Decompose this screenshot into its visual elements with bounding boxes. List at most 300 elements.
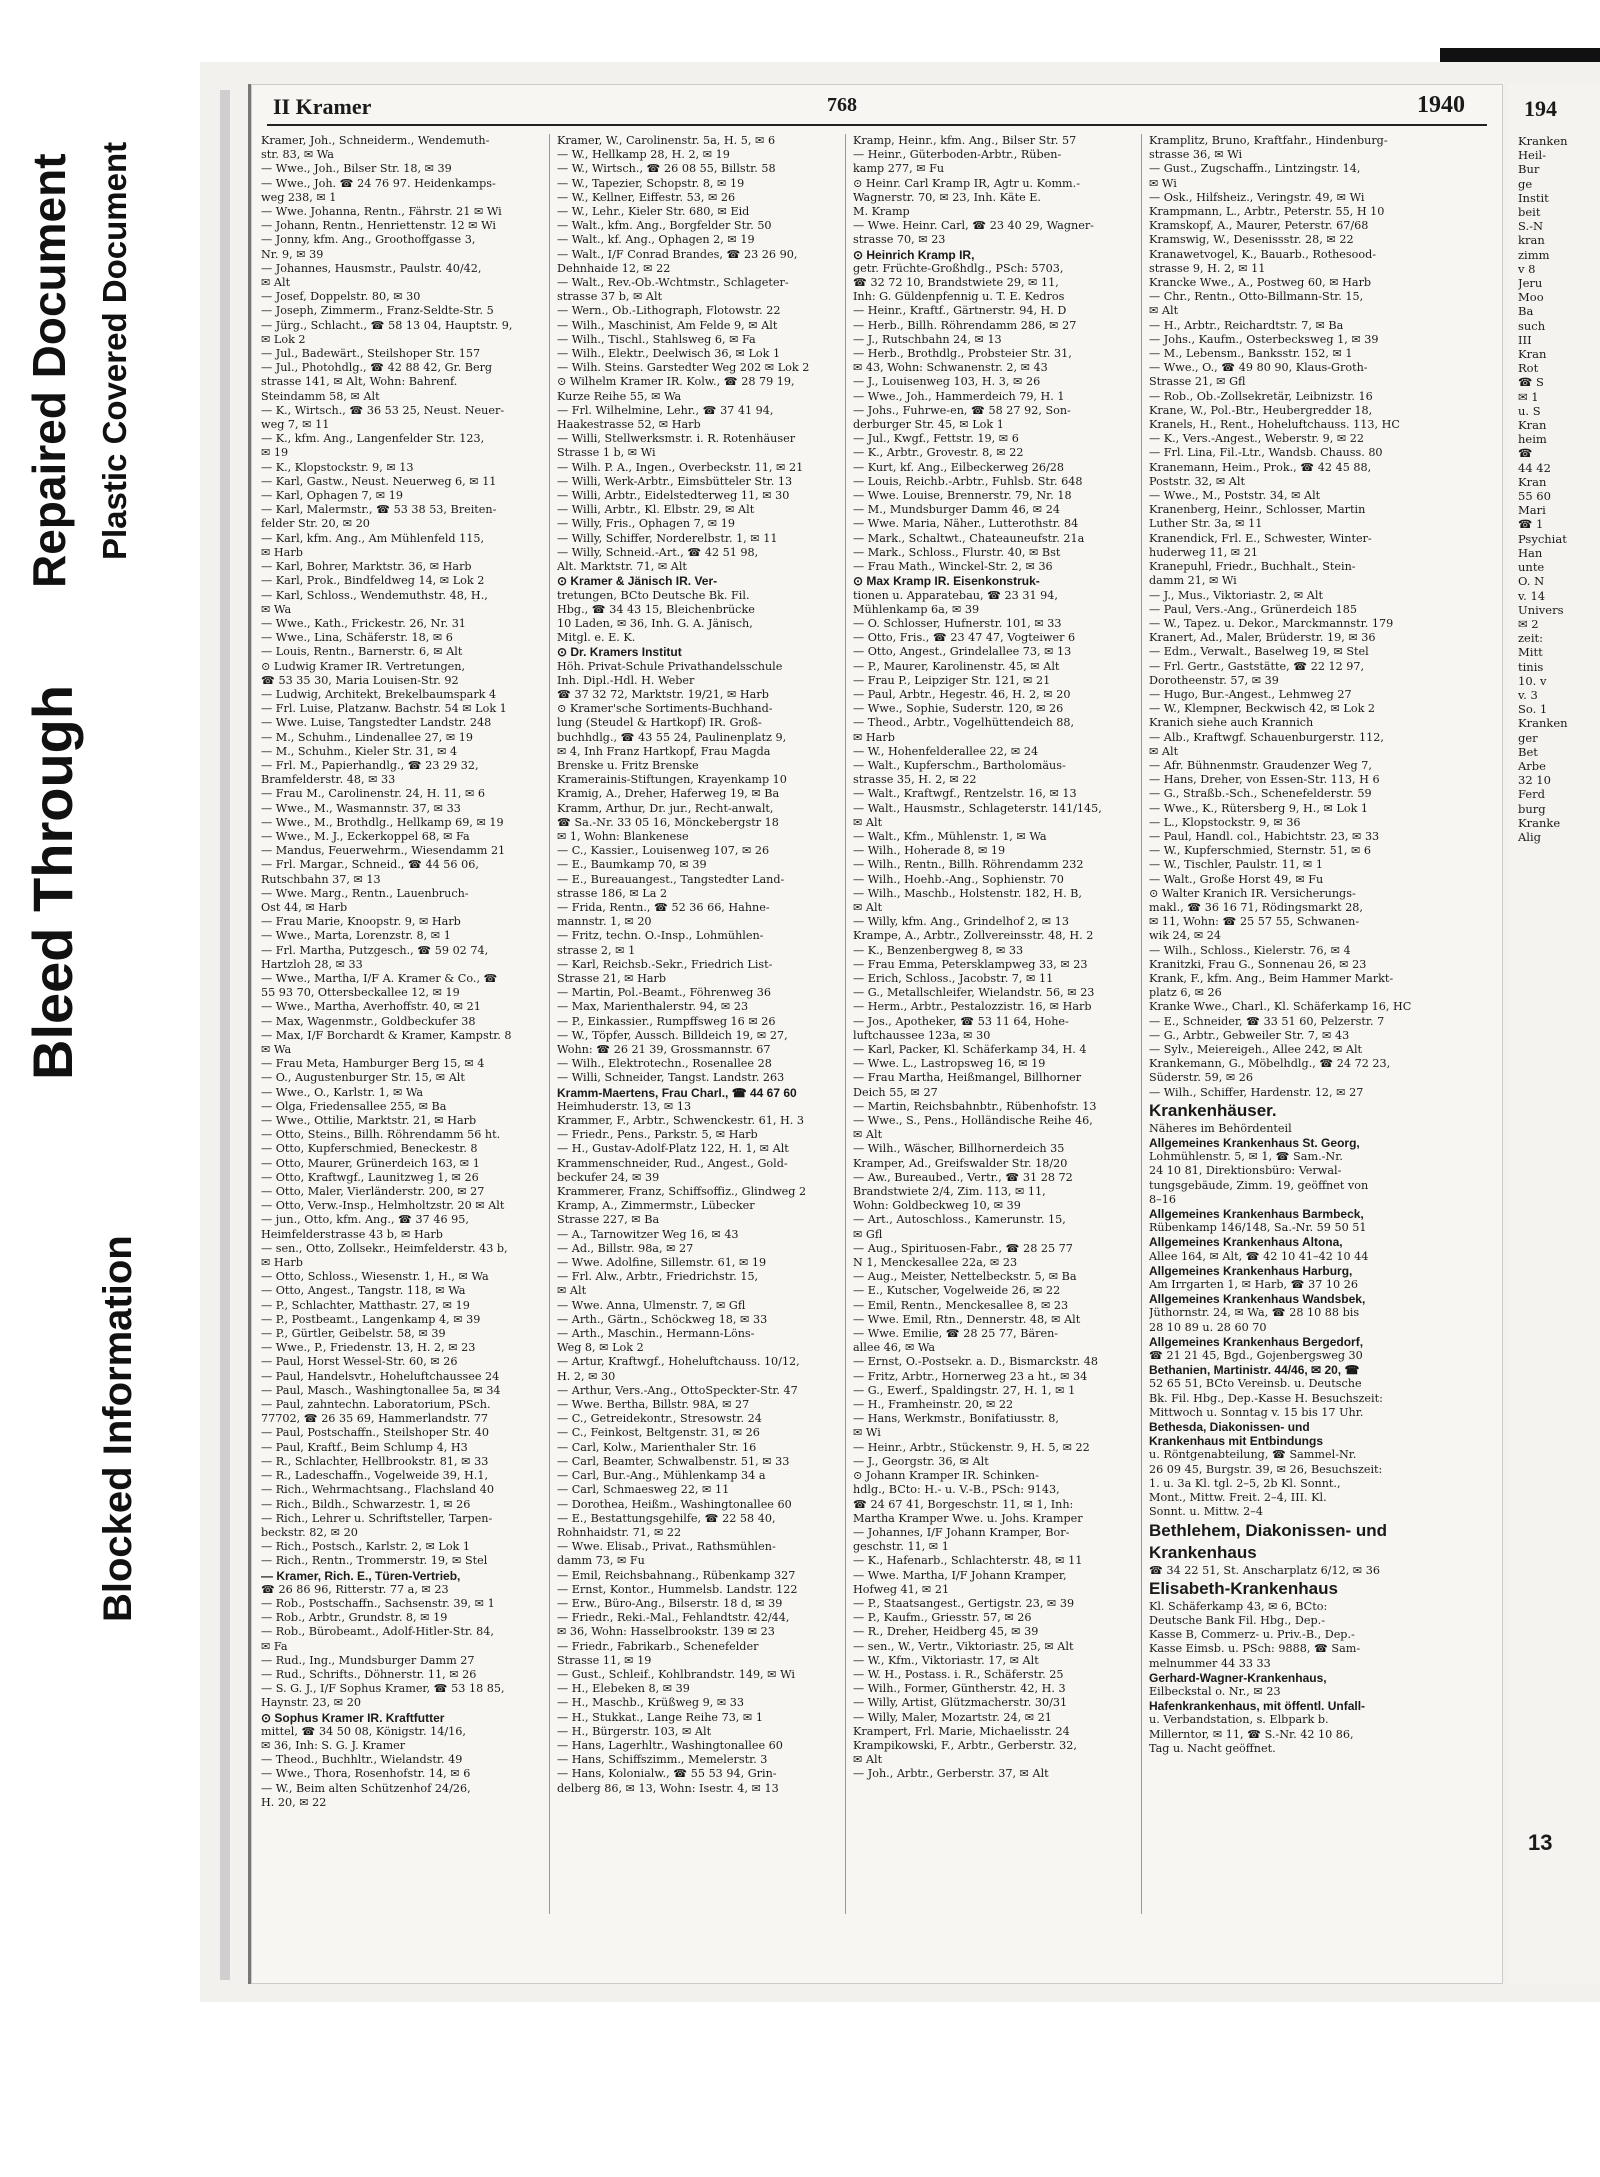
directory-entry: — Max, Marienthalerstr. 94, ✉ 23: [557, 1000, 749, 1014]
directory-entry: — M., Schuhm., Lindenallee 27, ✉ 19: [261, 730, 474, 744]
directory-entry: — Wwe., O., ☎ 49 80 90, Klaus-Groth-: [1149, 361, 1368, 375]
directory-entry: derburger Str. 45, ✉ Lok 1: [853, 418, 1004, 432]
directory-entry: Näheres im Behördenteil: [1149, 1121, 1292, 1135]
directory-entry: 28 10 89 u. 28 60 70: [1149, 1320, 1267, 1334]
directory-entry: — Louis, Rentn., Barnerstr. 6, ✉ Alt: [261, 645, 463, 659]
directory-entry: — Paul, Handelsvtr., Hoheluftchaussee 24: [261, 1369, 500, 1383]
directory-entry: buchhdlg., ☎ 43 55 24, Paulinenplatz 9,: [557, 730, 787, 744]
directory-entry: M. Kramp: [853, 205, 910, 219]
adjacent-page-line: heim: [1518, 432, 1547, 447]
directory-entry: — Wwe. Luise, Tangstedter Landstr. 248: [261, 716, 492, 730]
directory-entry: — Art., Autoschloss., Kamerunstr. 15,: [853, 1213, 1066, 1227]
directory-entry: Ost 44, ✉ Harb: [261, 900, 348, 914]
directory-entry: beckstr. 82, ✉ 20: [261, 1525, 358, 1539]
adjacent-page-line: u. S: [1518, 403, 1541, 418]
directory-entry: felder Str. 20, ✉ 20: [261, 517, 370, 531]
directory-entry: — S. G. J., I/F Sophus Kramer, ☎ 53 18 85,: [261, 1682, 505, 1696]
blocked-information-label: Blocked Information: [96, 1235, 140, 1622]
repaired-document-label: Repaired Document: [23, 153, 75, 588]
directory-entry: — H., Gustav-Adolf-Platz 122, H. 1, ✉ Alt: [557, 1142, 789, 1156]
directory-entry: Wohn: ☎ 26 21 39, Grossmannstr. 67: [557, 1043, 771, 1056]
directory-entry: ✉ 4, Inh Franz Hartkopf, Frau Magda: [557, 744, 771, 758]
adjacent-page-line: Kranken: [1518, 134, 1568, 148]
adjacent-page-line: kran: [1518, 233, 1545, 248]
directory-entry: Strasse 21, ✉ Harb: [557, 971, 667, 985]
directory-entry: — Ludwig, Architekt, Brekelbaumspark 4: [261, 687, 497, 701]
directory-entry: — Mark., Schaltwt., Chateauneufstr. 21a: [853, 531, 1085, 545]
directory-entry: Kasse B, Commerz- u. Priv.-B., Dep.-: [1149, 1628, 1355, 1642]
directory-entry: Strasse 1 b, ✉ Wi: [557, 446, 656, 460]
directory-entry: ✉ Lok 2: [261, 332, 306, 346]
directory-entry: — Walt., kf. Ang., Ophagen 2, ✉ 19: [557, 233, 755, 247]
page-header-left: II Kramer: [273, 94, 372, 119]
adjacent-page-line: Univers: [1518, 602, 1564, 617]
directory-entry: ✉ Harb: [261, 1256, 303, 1270]
directory-entry: — Walt., Kfm., Mühlenstr. 1, ✉ Wa: [853, 829, 1047, 843]
directory-entry: — L., Klopstockstr. 9, ✉ 36: [1149, 815, 1301, 829]
directory-entry: Poststr. 32, ✉ Alt: [1149, 474, 1245, 488]
directory-entry: — Otto, Fris., ☎ 23 47 47, Vogteiwer 6: [853, 631, 1076, 645]
directory-entry: Strasse 11, ✉ 19: [557, 1653, 652, 1667]
directory-entry: Krampe, A., Arbtr., Zollvereinsstr. 48, H. 2: [853, 929, 1094, 943]
directory-entry: ✉ 36, Wohn: Hasselbrookstr. 139 ✉ 23: [557, 1625, 775, 1639]
directory-entry: ✉ Alt: [1149, 304, 1179, 318]
directory-entry: weg 238, ✉ 1: [261, 190, 337, 204]
directory-entry: — Chr., Rentn., Otto-Billmann-Str. 15,: [1149, 290, 1364, 304]
directory-entry: ✉ 11, Wohn: ☎ 25 57 55, Schwanen-: [1149, 915, 1360, 929]
directory-entry: ☎ 26 86 96, Ritterstr. 77 a, ✉ 23: [261, 1582, 449, 1596]
directory-entry: wik 24, ✉ 24: [1149, 929, 1222, 943]
directory-entry: — Heinr., Kraftf., Gärtnerstr. 94, H. D: [853, 304, 1067, 318]
directory-entry: — Paul, Handl. col., Habichtstr. 23, ✉ 33: [1149, 829, 1380, 843]
adjacent-page-line: Ba: [1518, 304, 1534, 319]
directory-entry: — Hans, Lagerhltr., Washingtonallee 60: [557, 1738, 783, 1752]
directory-entry: Kramp, A., Zimmermstr., Lübecker: [557, 1199, 755, 1213]
directory-entry: — E., Kutscher, Vogelweide 26, ✉ 22: [853, 1284, 1061, 1298]
directory-entry: — Wwe. Bertha, Billstr. 98A, ✉ 27: [557, 1398, 750, 1412]
directory-entry: — Wwe., Joh., Hammerdeich 79, H. 1: [853, 389, 1065, 403]
directory-entry: — Walt., kfm. Ang., Borgfelder Str. 50: [557, 219, 772, 233]
directory-entry: — Rich., Bildh., Schwarzestr. 1, ✉ 26: [261, 1497, 471, 1511]
directory-entry: — Frau Math., Winckel-Str. 2, ✉ 36: [853, 560, 1053, 574]
adjacent-page-line: Bur: [1518, 162, 1540, 177]
directory-entry: ✉ Harb: [853, 730, 895, 744]
directory-entry: — E., Bestattungsgehilfe, ☎ 22 58 40,: [557, 1511, 776, 1525]
directory-entry: — C., Kassier., Louisenweg 107, ✉ 26: [557, 844, 770, 858]
directory-entry: — Paul, Vers.-Ang., Grünerdeich 185: [1149, 602, 1357, 616]
directory-entry: Inh. Dipl.-Hdl. H. Weber: [557, 673, 695, 687]
directory-entry: Allgemeines Krankenhaus Wandsbek,: [1149, 1292, 1366, 1307]
column-divider: [1141, 134, 1142, 1914]
directory-entry: — R., Schlachter, Hellbrookstr. 81, ✉ 33: [261, 1454, 489, 1468]
directory-entry: Krammenschneider, Rud., Angest., Gold-: [557, 1156, 788, 1170]
directory-entry: — Wwe., Ottilie, Marktstr. 21, ✉ Harb: [261, 1114, 477, 1128]
directory-entry: Allgemeines Krankenhaus St. Georg,: [1149, 1136, 1360, 1151]
directory-entry: — Wwe. Adolfine, Sillemstr. 61, ✉ 19: [557, 1256, 767, 1270]
adjacent-page-line: 55 60: [1518, 489, 1551, 504]
directory-entry: — Wwe., Thora, Rosenhofstr. 14, ✉ 6: [261, 1767, 471, 1781]
directory-entry: — Wwe. Heinr. Carl, ☎ 23 40 29, Wagner-: [853, 219, 1094, 233]
directory-entry: — E., Bureauangest., Tangstedter Land-: [557, 872, 785, 886]
directory-entry: — Hans, Schiffszimm., Memelerstr. 3: [557, 1753, 768, 1767]
directory-entry: — Hugo, Bur.-Angest., Lehmweg 27: [1149, 687, 1352, 701]
directory-entry: ⊙ Kramer & Jänisch IR. Ver-: [557, 574, 718, 589]
directory-entry: — G., Metallschleifer, Wielandstr. 56, ✉ 23: [853, 986, 1095, 1000]
plastic-covered-label: Plastic Covered Document: [96, 141, 133, 560]
adjacent-page-line: ger: [1518, 730, 1538, 745]
directory-entry: ✉ 43, Wohn: Schwanenstr. 2, ✉ 43: [853, 361, 1048, 375]
directory-entry: — Jos., Apotheker, ☎ 53 11 64, Hohe-: [853, 1014, 1069, 1028]
directory-entry: — Friedr., Pens., Parkstr. 5, ✉ Harb: [557, 1128, 758, 1142]
adjacent-page-line: zimm: [1518, 247, 1550, 262]
directory-entry: — Willi, Schneider, Tangst. Landstr. 263: [557, 1071, 785, 1085]
directory-entry: Hbg., ☎ 34 43 15, Bleichenbrücke: [557, 602, 755, 616]
directory-entry: Sonnt. u. Mittw. 2–4: [1149, 1505, 1263, 1519]
directory-entry: — Jonny, kfm. Ang., Groothoffgasse 3,: [261, 233, 476, 247]
directory-entry: — sen., W., Vertr., Viktoriastr. 25, ✉ Alt: [853, 1639, 1074, 1653]
directory-entry: — P., Postbeamt., Langenkamp 4, ✉ 39: [261, 1312, 481, 1326]
directory-entry: — Rich., Lehrer u. Schriftsteller, Tarpen-: [261, 1511, 493, 1525]
adjacent-page-line: Jeru: [1518, 276, 1543, 291]
directory-entry: — Wwe., Sophie, Suderstr. 120, ✉ 26: [853, 702, 1064, 716]
directory-entry: strasse 9, H. 2, ✉ 11: [1149, 261, 1266, 275]
directory-entry: — Ernst, O.-Postsekr. a. D., Bismarckstr. 48: [853, 1355, 1099, 1369]
directory-entry: Rutschbahn 37, ✉ 13: [261, 872, 381, 886]
directory-entry: ✉ Wi: [1149, 176, 1177, 190]
directory-entry: — Otto, Maler, Vierländerstr. 200, ✉ 27: [261, 1185, 485, 1199]
directory-entry: Kramper, Ad., Greifswalder Str. 18/20: [853, 1156, 1068, 1170]
directory-entry: ⊙ Kramer'sche Sortiments-Buchhand-: [557, 702, 773, 716]
directory-entry: — C., Getreidekontr., Stresowstr. 24: [557, 1412, 762, 1426]
directory-entry: — Otto, Schloss., Wiesenstr. 1, H., ✉ Wa: [261, 1270, 489, 1284]
directory-entry: — Theod., Arbtr., Vogelhüttendeich 88,: [853, 716, 1075, 730]
directory-entry: — Wwe., O., Karlstr. 1, ✉ Wa: [261, 1085, 424, 1099]
column-divider: [845, 134, 846, 1914]
directory-entry: — sen., Otto, Zollsekr., Heimfelderstr. 43 b,: [261, 1241, 508, 1255]
directory-entry: Krammer, F., Arbtr., Schwenckestr. 61, H. 3: [557, 1114, 805, 1128]
directory-entry: Allgemeines Krankenhaus Bergedorf,: [1149, 1334, 1364, 1349]
directory-entry: — Johs., Fuhrwe-en, ☎ 58 27 92, Son-: [853, 403, 1071, 417]
directory-entry: — Willy, Schiffer, Norderelbstr. 1, ✉ 11: [557, 531, 778, 545]
directory-entry: — Frau Meta, Hamburger Berg 15, ✉ 4: [261, 1057, 485, 1071]
directory-entry: Wagnerstr. 70, ✉ 23, Inh. Käte E.: [853, 190, 1041, 204]
directory-entry: — Mark., Schloss., Flurstr. 40, ✉ Bst: [853, 545, 1061, 559]
directory-entry: — Walt., Große Horst 49, ✉ Fu: [1149, 872, 1324, 886]
directory-entry: Steindamm 58, ✉ Alt: [261, 389, 380, 403]
directory-entry: — Wilh., Schiffer, Hardenstr. 12, ✉ 27: [1149, 1085, 1364, 1099]
directory-entry: — Frl. Alw., Arbtr., Friedrichstr. 15,: [557, 1270, 759, 1284]
directory-entry: 8–16: [1149, 1192, 1176, 1206]
directory-entry: — Heinr., Güterboden-Arbtr., Rüben-: [853, 148, 1062, 162]
bleed-through-label: Bleed Through: [21, 684, 84, 1080]
directory-entry: — Otto, Maurer, Grünerdeich 163, ✉ 1: [261, 1156, 480, 1170]
directory-entry: — Gust., Zugschaffn., Lintzingstr. 14,: [1149, 162, 1361, 176]
directory-entry: — W., Kellner, Eiffestr. 53, ✉ 26: [557, 190, 736, 204]
directory-entry: ⊙ Heinrich Kramp IR,: [853, 247, 975, 262]
adjacent-page-line: Han: [1518, 545, 1543, 560]
directory-entry: ⊙ Wilhelm Kramer IR. Kolw., ☎ 28 79 19,: [557, 375, 795, 389]
directory-entry: — Herm., Arbtr., Pestalozzistr. 16, ✉ Harb: [853, 1000, 1092, 1014]
directory-entry: — W., Tapez. u. Dekor., Marckmannstr. 179: [1149, 616, 1394, 630]
directory-entry: — Josef, Doppelstr. 80, ✉ 30: [261, 290, 421, 304]
directory-entry: ⊙ Dr. Kramers Institut: [557, 645, 682, 660]
adjacent-page-line: So. 1: [1518, 702, 1548, 717]
directory-entry: Haynstr. 23, ✉ 20: [261, 1696, 361, 1710]
directory-entry: Lohmühlenstr. 5, ✉ 1, ☎ Sam.-Nr.: [1149, 1150, 1343, 1164]
directory-entry: — Johannes, I/F Johann Kramper, Bor-: [853, 1525, 1070, 1539]
directory-entry: — Wilh., Hoehb.-Ang., Sophienstr. 70: [853, 872, 1064, 886]
directory-entry: Dehnhaide 12, ✉ 22: [557, 261, 671, 275]
directory-entry: delberg 86, ✉ 13, Wohn: Isestr. 4, ✉ 13: [557, 1781, 779, 1795]
adjacent-page-line: III: [1518, 332, 1532, 347]
directory-entry: strasse 36, ✉ Wi: [1149, 148, 1243, 162]
directory-entry: Luther Str. 3a, ✉ 11: [1149, 517, 1263, 531]
directory-entry: — Walt., I/F Conrad Brandes, ☎ 23 26 90,: [557, 247, 798, 261]
directory-entry: — Karl, Gastw., Neust. Neuerweg 6, ✉ 11: [261, 474, 497, 488]
adjacent-page-line: O. N: [1518, 574, 1545, 589]
directory-entry: — Willy, Maler, Mozartstr. 24, ✉ 21: [853, 1710, 1052, 1724]
directory-entry: — K., kfm. Ang., Langenfelder Str. 123,: [261, 432, 485, 446]
directory-entry: Elisabeth-Krankenhaus: [1149, 1578, 1338, 1598]
directory-entry: — Karl, Prok., Bindfeldweg 14, ✉ Lok 2: [261, 574, 485, 588]
directory-entry: — Wwe. Marg., Rentn., Lauenbruch-: [261, 886, 469, 900]
directory-entry: — K., Wirtsch., ☎ 36 53 25, Neust. Neuer-: [261, 403, 505, 417]
directory-entry: — C., Feinkost, Beltgenstr. 31, ✉ 26: [557, 1426, 760, 1440]
directory-entry: mittel, ☎ 34 50 08, Königstr. 14/16,: [261, 1724, 466, 1738]
directory-entry: ☎ 32 72 10, Brandstwiete 29, ✉ 11,: [853, 276, 1059, 290]
directory-entry: — W., Lehr., Kieler Str. 680, ✉ Eid: [557, 205, 750, 219]
directory-entry: — Wilh., Elektrotechn., Rosenallee 28: [557, 1057, 772, 1071]
header-rule: [267, 124, 1487, 126]
directory-entry: ✉ 19: [261, 446, 289, 460]
directory-entry: — Emil, Rentn., Menckesallee 8, ✉ 23: [853, 1298, 1069, 1312]
directory-entry: Kl. Schäferkamp 43, ✉ 6, BCto:: [1149, 1599, 1328, 1613]
directory-entry: — Otto, Angest., Tangstr. 118, ✉ Wa: [261, 1284, 466, 1298]
directory-entry: hdlg., BCto: H.- u. V.-B., PSch: 9143,: [853, 1483, 1060, 1497]
directory-entry: — Wwe., P., Friedenstr. 13, H. 2, ✉ 23: [261, 1341, 476, 1355]
directory-entry: Deutsche Bank Fil. Hbg., Dep.-: [1149, 1613, 1325, 1627]
directory-entry: 24 10 81, Direktionsbüro: Verwal-: [1149, 1164, 1342, 1178]
directory-entry: u. Verbandstation, s. Elbpark b.: [1149, 1713, 1329, 1727]
directory-entry: Kurze Reihe 55, ✉ Wa: [557, 389, 682, 403]
directory-entry: — Paul, Kraftf., Beim Schlump 4, H3: [261, 1440, 468, 1454]
directory-entry: — H., Arbtr., Reichardtstr. 7, ✉ Ba: [1149, 318, 1344, 332]
directory-entry: Wohn: Goldbeckweg 10, ✉ 39: [853, 1199, 1021, 1213]
directory-entry: Kranitzki, Frau G., Sonnenau 26, ✉ 23: [1149, 957, 1367, 971]
directory-entry: — Rob., Postschaffn., Sachsenstr. 39, ✉ 1: [261, 1596, 495, 1610]
directory-entry: Allgemeines Krankenhaus Altona,: [1149, 1235, 1343, 1250]
directory-entry: — Willi, Arbtr., Kl. Elbstr. 29, ✉ Alt: [557, 503, 755, 517]
directory-entry: — Ernst, Kontor., Hummelsb. Landstr. 122: [557, 1582, 798, 1596]
directory-entry: Krankenhaus mit Entbindungs: [1149, 1434, 1324, 1449]
directory-entry: Mühlenkamp 6a, ✉ 39: [853, 602, 980, 616]
directory-entry: — Martin, Reichsbahnbtr., Rübenhofstr. 13: [853, 1099, 1097, 1113]
directory-entry: Kramm-Maertens, Frau Charl., ☎ 44 67 60: [557, 1085, 797, 1100]
directory-entry: — Wwe., Joh. ☎ 24 76 97. Heidenkamps-: [261, 176, 496, 190]
adjacent-page-line: ge: [1518, 176, 1533, 191]
directory-entry: Mont., Mittw. Freit. 2–4, III. Kl.: [1149, 1491, 1327, 1505]
directory-entry: — Willi, Stellwerksmstr. i. R. Rotenhäuser: [557, 432, 796, 446]
directory-entry: — Artur, Kraftwgf., Hoheluftchauss. 10/12,: [557, 1355, 800, 1369]
directory-entry: — W., Hohenfelderallee 22, ✉ 24: [853, 744, 1039, 758]
directory-entry: — K., Hafenarb., Schlachterstr. 48, ✉ 11: [853, 1554, 1083, 1568]
directory-entry: — Wwe. Emilie, ☎ 28 25 77, Bären-: [853, 1327, 1059, 1341]
directory-entry: — Alb., Kraftwgf. Schauenburgerstr. 112,: [1149, 730, 1384, 744]
directory-entry: — Friedr., Fabrikarb., Schenefelder: [557, 1639, 759, 1653]
directory-entry: — Wwe. Martha, I/F Johann Kramper,: [853, 1568, 1067, 1582]
directory-entry: — Joh., Arbtr., Gerberstr. 37, ✉ Alt: [853, 1767, 1049, 1781]
directory-entry: Strasse 21, ✉ Gfl: [1149, 375, 1246, 389]
directory-entry: Kasse Eimsb. u. PSch: 9888, ☎ Sam-: [1149, 1642, 1361, 1656]
directory-entry: str. 83, ✉ Wa: [261, 148, 334, 162]
page-number: 768: [827, 94, 857, 116]
directory-entry: — Walt., Hausmstr., Schlageterstr. 141/145,: [853, 801, 1102, 815]
directory-entry: — Gust., Schleif., Kohlbrandstr. 149, ✉ Wi: [557, 1667, 795, 1681]
directory-entry: strasse 35, H. 2, ✉ 22: [853, 773, 977, 787]
directory-entry: Kranepuhl, Friedr., Buchhalt., Stein-: [1149, 560, 1356, 574]
directory-entry: — Wilh., Wäscher, Billhornerdeich 35: [853, 1142, 1065, 1156]
directory-entry: — Wwe. Anna, Ulmenstr. 7, ✉ Gfl: [557, 1298, 746, 1312]
adjacent-page-line: Kranken: [1518, 716, 1568, 731]
directory-entry: — Louis, Reichb.-Arbtr., Fuhlsb. Str. 648: [853, 474, 1083, 488]
directory-entry: — Willy, Fris., Ophagen 7, ✉ 19: [557, 517, 735, 531]
directory-entry: Heimhuderstr. 13, ✉ 13: [557, 1099, 692, 1113]
directory-entry: Tag u. Nacht geöffnet.: [1149, 1741, 1276, 1755]
directory-entry: — K., Benzenbergweg 8, ✉ 33: [853, 943, 1024, 957]
adjacent-page-line: ☎ 1: [1518, 517, 1544, 532]
adjacent-page-line: v. 14: [1518, 588, 1546, 603]
directory-entry: — Paul, Arbtr., Hegestr. 46, H. 2, ✉ 20: [853, 687, 1071, 701]
directory-entry: — Olga, Friedensallee 255, ✉ Ba: [261, 1099, 447, 1113]
directory-entry: — Wilh., Former, Güntherstr. 42, H. 3: [853, 1682, 1066, 1696]
directory-entry: — Wwe., M. J., Eckerkoppel 68, ✉ Fa: [261, 829, 470, 843]
directory-entry: Kranich siehe auch Krannich: [1149, 716, 1314, 730]
directory-entry: — Paul, Masch., Washingtonallee 5a, ✉ 34: [261, 1383, 501, 1397]
directory-entry: luftchaussee 123a, ✉ 30: [853, 1028, 991, 1042]
directory-entry: Hafenkrankenhaus, mit öffentl. Unfall-: [1149, 1699, 1366, 1714]
directory-entry: melnummer 44 33 33: [1149, 1656, 1271, 1670]
directory-entry: Rohnhaidstr. 71, ✉ 22: [557, 1525, 682, 1539]
directory-entry: — Aw., Bureaubed., Vertr., ☎ 31 28 72: [853, 1170, 1073, 1184]
directory-entry: — Johannes, Hausmstr., Paulstr. 40/42,: [261, 261, 482, 275]
directory-entry: — Wilh., Maschinist, Am Felde 9, ✉ Alt: [557, 318, 778, 332]
directory-entry: — Aug., Spirituosen-Fabr., ☎ 28 25 77: [853, 1241, 1073, 1255]
directory-entry: — Dorothea, Heißm., Washingtonallee 60: [557, 1497, 792, 1511]
directory-entry: Kramswig, W., Desenissstr. 28, ✉ 22: [1149, 233, 1354, 247]
directory-entry: — Wwe., M., Brothdlg., Hellkamp 69, ✉ 19: [261, 815, 504, 829]
directory-entry: Krampmann, L., Arbtr., Peterstr. 55, H 10: [1149, 205, 1385, 219]
directory-entry: Haakestrasse 52, ✉ Harb: [557, 418, 701, 432]
directory-entry: — Herb., Brothdlg., Probsteier Str. 31,: [853, 347, 1072, 361]
directory-entry: Brandstwiete 2/4, Zim. 113, ✉ 11,: [853, 1185, 1046, 1199]
directory-entry: — Wilh., Maschb., Holstenstr. 182, H. B,: [853, 886, 1082, 900]
directory-entry: Bethesda, Diakonissen- und: [1149, 1420, 1310, 1435]
directory-entry: Alt. Marktstr. 71, ✉ Alt: [557, 560, 687, 574]
directory-entry: damm 21, ✉ Wi: [1149, 574, 1237, 588]
directory-entry: — Karl, Malermstr., ☎ 53 38 53, Breiten-: [261, 503, 497, 517]
directory-entry: — Rob., Bürobeamt., Adolf-Hitler-Str. 84,: [261, 1625, 494, 1639]
directory-entry: — Kurt, kf. Ang., Eilbeckerweg 26/28: [853, 460, 1065, 474]
directory-entry: — H., Framheinstr. 20, ✉ 22: [853, 1398, 1014, 1412]
directory-entry: Heimfelderstrasse 43 b, ✉ Harb: [261, 1227, 443, 1241]
directory-entry: — W., Tapezier, Schopstr. 8, ✉ 19: [557, 176, 745, 190]
directory-entry: — Frl. Gertr., Gaststätte, ☎ 22 12 97,: [1149, 659, 1365, 673]
directory-entry: 77702, ☎ 26 35 69, Hammerlandstr. 77: [261, 1412, 489, 1426]
directory-entry: — Frl. M., Papierhandlg., ☎ 23 29 32,: [261, 758, 479, 772]
directory-entry: Allgemeines Krankenhaus Harburg,: [1149, 1263, 1353, 1278]
directory-entry: — Kramer, Rich. E., Türen-Vertrieb,: [261, 1568, 461, 1583]
directory-entry: Bk. Fil. Hbg., Dep.-Kasse H. Besuchszeit:: [1149, 1391, 1383, 1405]
directory-entry: — J., Rutschbahn 24, ✉ 13: [853, 332, 1002, 346]
directory-entry: ⊙ Sophus Kramer IR. Kraftfutter: [261, 1710, 445, 1725]
adjacent-page-line: S.-N: [1518, 219, 1544, 234]
directory-entry: Brenske u. Fritz Brenske: [557, 758, 699, 772]
directory-entry: — W., Kupferschmied, Sternstr. 51, ✉ 6: [1149, 844, 1372, 858]
directory-entry: H. 20, ✉ 22: [261, 1795, 327, 1809]
directory-entry: — Herb., Billh. Röhrendamm 286, ✉ 27: [853, 318, 1077, 332]
adjacent-page-line: Kran: [1518, 347, 1547, 362]
directory-entry: — J., Georgstr. 36, ✉ Alt: [853, 1454, 989, 1468]
directory-entry: — Frau Marie, Knoopstr. 9, ✉ Harb: [261, 915, 461, 929]
directory-entry: — Wern., Ob.-Lithograph, Flotowstr. 22: [557, 304, 781, 318]
directory-entry: Kramm, Arthur, Dr. jur., Recht-anwalt,: [557, 801, 774, 815]
directory-entry: — R., Dreher, Heidberg 45, ✉ 39: [853, 1625, 1039, 1639]
directory-entry: — Fritz, Arbtr., Hornerweg 23 a ht., ✉ 34: [853, 1369, 1088, 1383]
adjacent-page-line: ✉ 2: [1518, 616, 1539, 631]
directory-entry: — P., Kaufm., Griesstr. 57, ✉ 26: [853, 1611, 1032, 1625]
directory-entry: — Karl, Reichsb.-Sekr., Friedrich List-: [557, 957, 773, 971]
directory-entry: ☎ 37 32 72, Marktstr. 19/21, ✉ Harb: [557, 687, 769, 701]
directory-entry: — Carl, Schmaesweg 22, ✉ 11: [557, 1483, 730, 1497]
directory-entry: — Wwe. Louise, Brennerstr. 79, Nr. 18: [853, 489, 1072, 503]
adjacent-page-line: burg: [1518, 801, 1546, 816]
adjacent-page-line: Rot: [1518, 361, 1539, 376]
directory-entry: Kramskopf, A., Maurer, Peterstr. 67/68: [1149, 219, 1369, 233]
directory-entry: Kranert, Ad., Maler, Brüderstr. 19, ✉ 36: [1149, 631, 1376, 645]
adjacent-page-line: Mitt: [1518, 645, 1543, 660]
directory-entry: — P., Schlachter, Matthastr. 27, ✉ 19: [261, 1298, 470, 1312]
directory-entry: Kramp, Heinr., kfm. Ang., Bilser Str. 57: [853, 134, 1077, 147]
directory-entry: — M., Schuhm., Kieler Str. 31, ✉ 4: [261, 744, 458, 758]
directory-entry: ✉ Alt: [853, 815, 883, 829]
directory-entry: — Wwe., Lina, Schäferstr. 18, ✉ 6: [261, 631, 453, 645]
directory-entry: 1. u. 3a Kl. tgl. 2–5, 2b Kl. Sonnt.,: [1149, 1476, 1341, 1490]
directory-entry: — P., Einkassier., Rumpffsweg 16 ✉ 26: [557, 1014, 776, 1028]
directory-entry: Am Irrgarten 1, ✉ Harb, ☎ 37 10 26: [1149, 1278, 1358, 1292]
adjacent-page-line: tinis: [1518, 659, 1544, 674]
directory-entry: Allee 164, ✉ Alt, ☎ 42 10 41–42 10 44: [1149, 1249, 1369, 1263]
directory-entry: ✉ 36, Inh: S. G. J. Kramer: [261, 1738, 406, 1752]
directory-entry: — W., Kfm., Viktoriastr. 17, ✉ Alt: [853, 1653, 1039, 1667]
directory-entry: Kranemann, Heim., Prok., ☎ 42 45 88,: [1149, 460, 1372, 474]
adjacent-page-line: ☎ S: [1518, 375, 1544, 390]
adjacent-page: [1508, 84, 1600, 1984]
directory-entry: huderweg 11, ✉ 21: [1149, 545, 1258, 559]
adjacent-page-year: 194: [1524, 96, 1557, 121]
directory-entry: — Frl. Luise, Platzanw. Bachstr. 54 ✉ Lok 1: [261, 702, 507, 716]
directory-entry: — O. Schlosser, Hufnerstr. 101, ✉ 33: [853, 616, 1062, 630]
directory-entry: — Willy, Artist, Glützmacherstr. 30/31: [853, 1696, 1068, 1710]
directory-entry: ✉ Alt: [853, 900, 883, 914]
directory-entry: strasse 70, ✉ 23: [853, 233, 946, 247]
directory-entry: — Wwe., Martha, I/F A. Kramer & Co., ☎: [261, 971, 498, 985]
directory-entry: — E., Schneider, ☎ 33 51 60, Pelzerstr. 7: [1149, 1014, 1385, 1028]
directory-entry: — W. H., Postass. i. R., Schäferstr. 25: [853, 1667, 1064, 1681]
directory-entry: — Wilh., Hoherade 8, ✉ 19: [853, 844, 1006, 858]
directory-entry: — Max, I/F Borchardt & Kramer, Kampstr. 8: [261, 1028, 512, 1042]
directory-entry: — Edm., Verwalt., Baselweg 19, ✉ Stel: [1149, 645, 1369, 659]
directory-entry: Rübenkamp 146/148, Sa.-Nr. 59 50 51: [1149, 1221, 1367, 1235]
